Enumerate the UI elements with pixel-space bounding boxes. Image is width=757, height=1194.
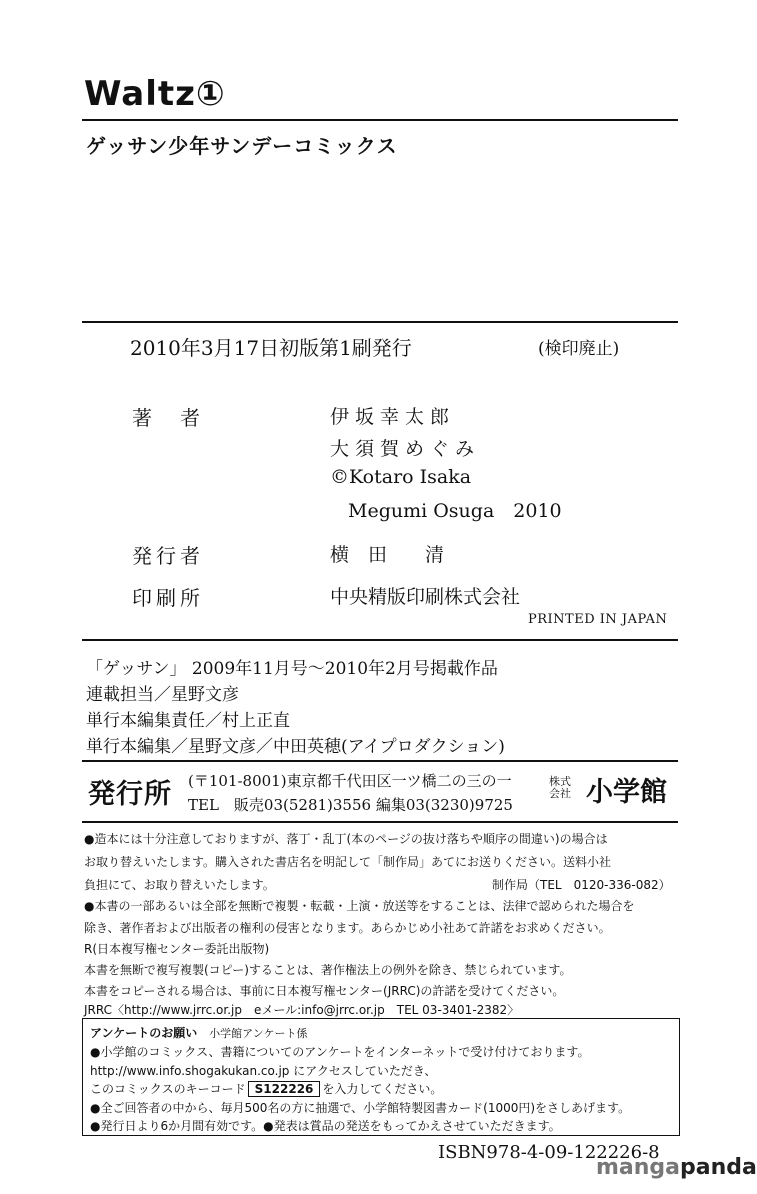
copyright-line-1: ©Kotaro Isaka bbox=[330, 466, 472, 488]
volume-editors: 単行本編集／星野文彦／中田英穂(アイプロダクション) bbox=[86, 737, 505, 757]
note-line: 負担にて、お取り替えいたします。 bbox=[84, 878, 275, 892]
pub-rule-bottom bbox=[82, 639, 678, 641]
publisher-company: 小学館 bbox=[586, 777, 667, 808]
watermark-logo bbox=[596, 1155, 757, 1180]
volume-editor-chief: 単行本編集責任／村上正直 bbox=[86, 711, 290, 731]
magazine-serialization: 「ゲッサン」 2009年11月号～2010年2月号掲載作品 bbox=[86, 659, 498, 679]
survey-line: ●発行日より6か月間有効です。●発表は賞品の発送をもってかえさせていただきます。 bbox=[90, 1119, 561, 1133]
printer-label: 印刷所 bbox=[132, 586, 204, 610]
publisher-person: 横 田 清 bbox=[330, 544, 445, 566]
seal-abolished: (検印廃止) bbox=[538, 339, 620, 359]
company-type: 株式会社 bbox=[549, 775, 571, 800]
publisher-rule-top bbox=[82, 760, 678, 762]
survey-dept: 小学館アンケート係 bbox=[209, 1027, 308, 1040]
publisher-address: (〒101-8001)東京都千代田区一ツ橋二の三の一 bbox=[188, 772, 512, 790]
isbn: ISBN978-4-09-122226-8 bbox=[438, 1142, 660, 1163]
pub-rule-top bbox=[82, 321, 678, 323]
author-label: 著 者 bbox=[132, 406, 204, 430]
keycode-instruction: を入力してください。 bbox=[322, 1082, 443, 1096]
publisher-label: 発行所 bbox=[88, 779, 172, 810]
serial-editor: 連載担当／星野文彦 bbox=[86, 685, 239, 705]
note-line: 本書を無断で複写複製(コピー)することは、著作権法上の例外を除き、禁じられています。 bbox=[84, 963, 572, 977]
keycode-box: S122226 bbox=[248, 1081, 321, 1097]
survey-title: アンケートのお願い bbox=[90, 1026, 198, 1040]
author-1: 伊坂幸太郎 bbox=[330, 406, 456, 428]
note-line: ●造本には十分注意しておりますが、落丁・乱丁(本のページの抜け落ちや順序の間違い)の場合は bbox=[84, 832, 608, 846]
survey-keycode-line bbox=[90, 1080, 442, 1097]
note-line: R(日本複写権センター委託出版物) bbox=[84, 942, 270, 956]
copyright-line-2: Megumi Osuga 2010 bbox=[348, 500, 562, 522]
jrrc-contact: JRRC〈http://www.jrrc.or.jp eメール:info@jrrc.or.jp TEL 03-3401-2382〉 bbox=[84, 1003, 520, 1017]
series-name: ゲッサン少年サンデーコミックス bbox=[86, 134, 398, 158]
note-line: 除き、著作者および出版者の権利の侵害となります。あらかじめ小社あて許諾をお求めください。 bbox=[84, 921, 611, 935]
publisher-phones: TEL 販売03(5281)3556 編集03(3230)9725 bbox=[188, 796, 513, 814]
title-rule bbox=[82, 119, 678, 121]
note-line: お取り替えいたします。購入された書店名を明記して「制作局」あてにお送りください。送料小社 bbox=[84, 855, 612, 869]
author-2: 大須賀めぐみ bbox=[330, 438, 481, 460]
publisher-person-label: 発行者 bbox=[132, 544, 204, 568]
watermark-part-1: manga bbox=[596, 1155, 681, 1180]
watermark-part-2: panda bbox=[680, 1155, 757, 1180]
publication-date: 2010年3月17日初版第1刷発行 bbox=[130, 336, 412, 360]
note-line: 本書をコピーされる場合は、事前に日本複写権センター(JRRC)の許諾を受けてください。 bbox=[84, 984, 565, 998]
book-title: Waltz① bbox=[84, 74, 226, 114]
survey-line: ●小学館のコミックス、書籍についてのアンケートをインターネットで受け付けております。 bbox=[90, 1045, 590, 1059]
printer-name: 中央精版印刷株式会社 bbox=[330, 586, 521, 608]
note-line: ●本書の一部あるいは全部を無断で複製・転載・上演・放送等をすることは、法律で認められた場合を bbox=[84, 899, 635, 913]
publisher-rule-bottom bbox=[82, 821, 678, 823]
keycode-label: このコミックスのキーコード bbox=[90, 1082, 246, 1096]
survey-heading bbox=[90, 1024, 307, 1041]
survey-line: ●全ご回答者の中から、毎月500名の方に抽選で、小学館特製図書カード(1000円)をさしあげます。 bbox=[90, 1101, 631, 1115]
production-dept-contact: 制作局（TEL 0120-336-082） bbox=[492, 878, 671, 892]
printed-in-japan: PRINTED IN JAPAN bbox=[528, 612, 668, 627]
survey-url-line: http://www.info.shogakukan.co.jp にアクセスしていただき、 bbox=[90, 1064, 437, 1078]
